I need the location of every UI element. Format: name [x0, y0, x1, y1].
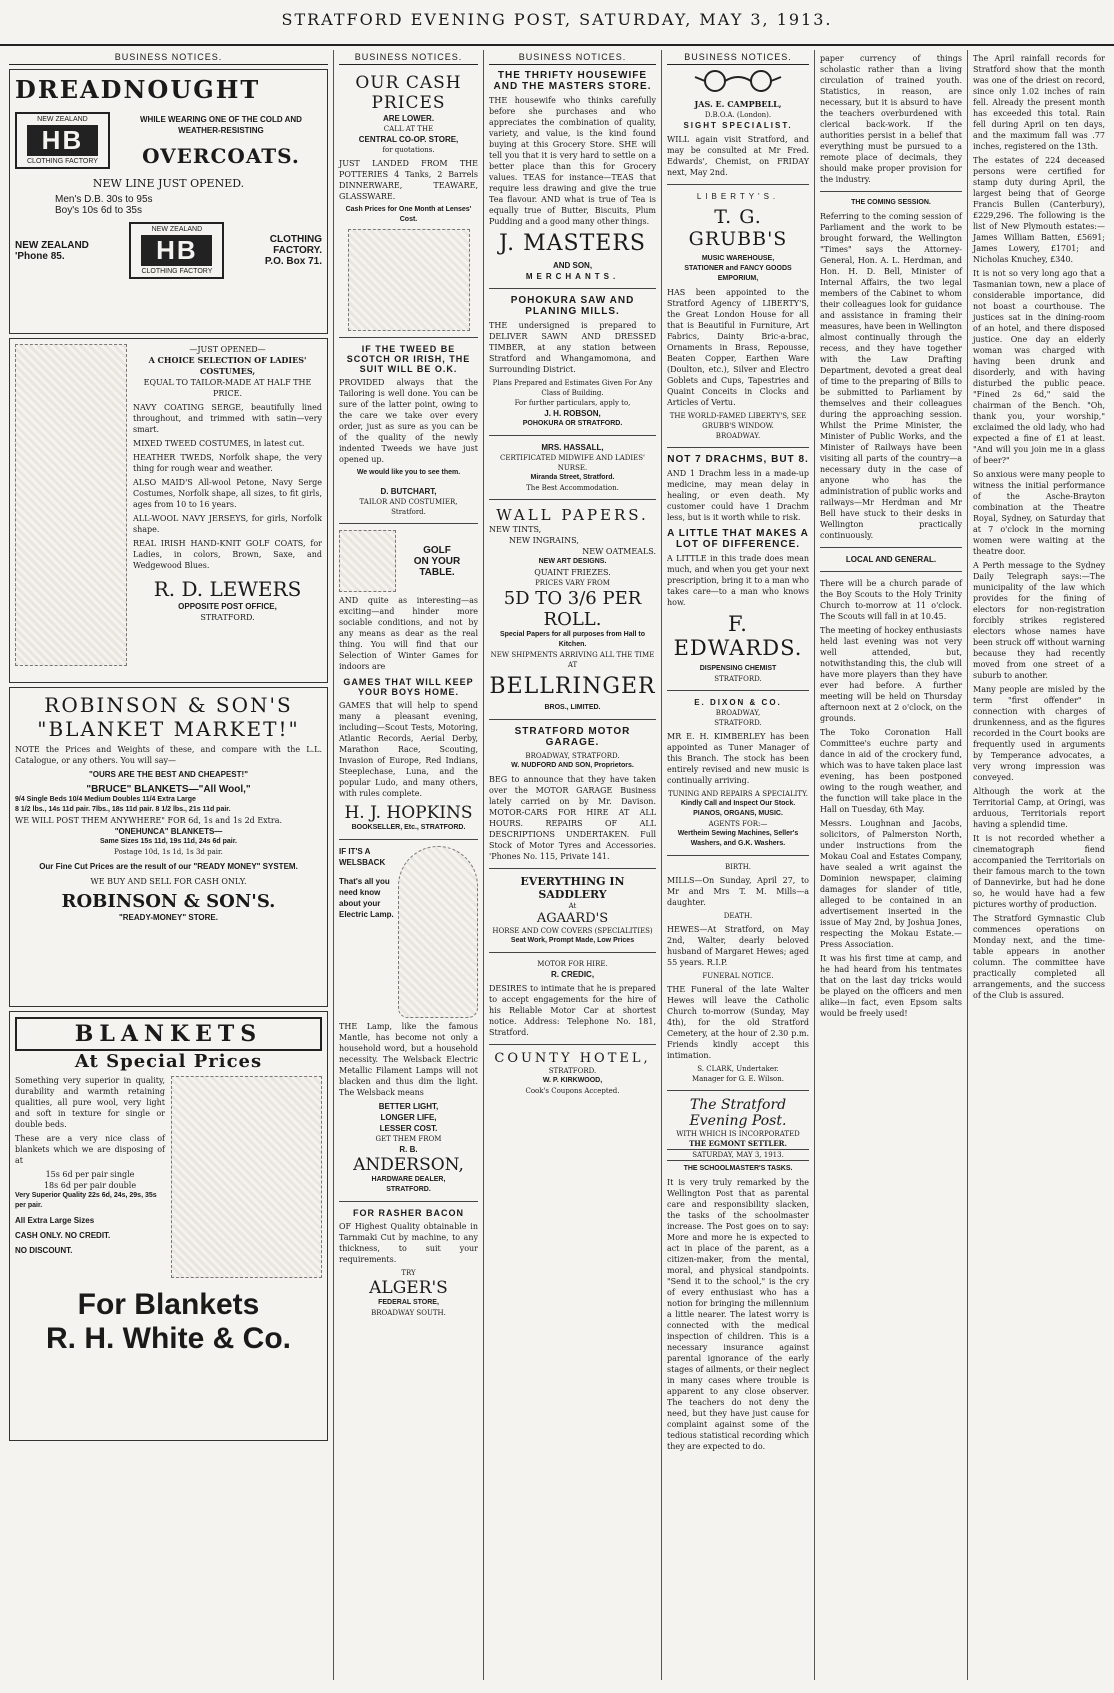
local-item: The Toko Coronation Hall Committee's euchre party and dance in aid of the crockery fund, which was to have taken place last evening, has been postponed owing to the rough weather, and the function will take place in the Hall on Tuesday, 6th May. [820, 728, 962, 814]
quaint-friezes: QUAINT FRIEZES. [534, 568, 611, 577]
kirkwood-name: W. P. KIRKWOOD, [542, 1077, 603, 1084]
boys-prices: Boy's 10s 6d to 35s [55, 205, 142, 216]
kindly-call: Kindly Call and Inspect Our Stock. PIANOS, ORGANS, MUSIC. [680, 800, 796, 817]
onehunga-blankets: "ONEHUNCA" BLANKETS— [114, 827, 223, 836]
wall-papers: WALL PAPERS. [496, 506, 649, 524]
local-item: There will be a church parade of the Boy Scouts to the Holy Trinity Church to-morrow at 11 o'clock. The Scouts will fall in at 10.45. [820, 579, 962, 621]
hopkins-name: H. J. HOPKINS [344, 803, 473, 823]
session-heading: THE COMING SESSION. [851, 199, 931, 206]
blankets-body2: These are a very nice class of blankets which we are disposing of at [15, 1134, 165, 1165]
butchart-name: D. BUTCHART, [380, 487, 437, 496]
logo-hb-text: HB [27, 125, 98, 156]
fine-cut: Our Fine Cut Prices are the result of our "READY MONEY" SYSTEM. [39, 862, 298, 871]
dixon-name: E. DIXON & CO. [694, 698, 782, 707]
funeral-heading: FUNERAL NOTICE. [702, 972, 774, 980]
phone-number: 'Phone 85. [15, 250, 65, 262]
call-at: CALL AT THE [383, 125, 434, 133]
clothing-word: CLOTHING [269, 234, 322, 245]
pohokura-body: THE undersigned is prepared to DELIVER SAWN AND DRESSED TIMBER, at any station between Stratford and Whangamomona, and Surrounding District. [489, 321, 656, 374]
birth-body: MILLS—On Sunday, April 27, to Mr and Mrs T. M. Mills—a daughter. [667, 876, 809, 907]
butchart-town: Stratford. [391, 508, 426, 516]
libertys: LIBERTY'S. [696, 192, 780, 201]
try-word: TRY [401, 1269, 416, 1277]
onehunga-sizes: Same Sizes 15s 11d, 19s 11d, 24s 6d pair. [100, 838, 237, 845]
credic-body: DESIRES to intimate that he is prepared to accept engagements for the hire of his Reliable Motor Car at shortest notice. Address: Telephone No. 181, Stratford. [489, 984, 656, 1037]
masters-name: J. MASTERS [499, 231, 646, 256]
butchart-trade: TAILOR AND COSTUMIER, [359, 498, 458, 506]
robinson-ad [9, 687, 328, 1007]
column-5 [815, 50, 968, 1680]
logo-hb-text: HB [141, 235, 212, 266]
column-3 [484, 50, 662, 1680]
post-anywhere: WE WILL POST THEM ANYWHERE" FOR 6d, 1s and 1s 2d Extra. [15, 816, 283, 825]
table-word: TABLE. [419, 566, 455, 578]
grubb-broadway: BROADWAY. [715, 432, 761, 440]
just-landed: JUST LANDED FROM THE POTTERIES 4 Tanks, 2 Barrels DINNERWARE, TEAWARE, GLASSWARE. [339, 159, 478, 201]
logo-top-text: NEW ZEALAND [37, 116, 88, 123]
news-item: So anxious were many people to witness the initial performance of the Asche-Brayton combination at the Theatre Royal, Sydney, on Saturday that at 7 o'clock in the morning women were waiting at the theatre door. [973, 470, 1105, 556]
games-body: GAMES that will help to spend many a pleasant evening, including—Scout Tests, Motoring, Atlantic Records, Aerial Derby, Marathon Race, Scouting, Invasion of Europe, Red Indians, Steeplechase, Luna, and the popular Ludo, and many others, with rules complete. [339, 701, 478, 798]
new-ingrains: NEW INGRAINS, [509, 536, 579, 545]
lewers-name: R. D. LEWERS [153, 577, 302, 601]
news-item: The estates of 224 deceased persons were certified for stamp duty during April, the largest being that of George Francis Bullen (Canterbury), £229,296. The following is the list of New Plymouth estates:—James William Batten, £5691; James Lowery, £1701; and Nicholas Knuchey, £340. [973, 156, 1105, 264]
bruce-prices: 8 1/2 lbs., 14s 11d pair. 7lbs., 18s 11d pair. 8 1/2 lbs., 21s 11d pair. [15, 806, 231, 813]
little-heading: A LITTLE THAT MAKES A LOT OF DIFFERENCE. [667, 528, 809, 550]
broadway-south: BROADWAY SOUTH. [371, 1309, 446, 1317]
midwife: CERTIFICATED MIDWIFE AND LADIES' NURSE. [500, 454, 645, 472]
factory-word: FACTORY. [273, 245, 322, 256]
pohokura-heading: POHOKURA SAW AND PLANING MILLS. [510, 295, 635, 317]
garage-body: BEG to announce that they have taken over the MOTOR GARAGE Business lately carried on by Mr. Davison. MOTOR-CARS FOR HIRE AT ALL HOURS. REPAIRS OF ALL DESCRIPTIONS UNDERTAKEN. Full Stock of Motor Tyres and Accessories. 'Phones No. 115, Private 141. [489, 775, 656, 861]
paper-continued: paper currency of things scholastic rather than a living circulation of trained youth. Statistics, in reason, are necessary, but it is absurd to have the teachers overburdened with clerical back-work. If the authorities persist in a belief that everything must be pursued to a remote place of decimals, they should make proper provision for the industry. [820, 54, 962, 184]
clark-manager: Manager for G. E. Wilson. [691, 1075, 785, 1083]
at-word-2: At [568, 902, 577, 910]
column-2 [334, 50, 484, 1680]
covers: HORSE AND COW COVERS (SPECIALITIES) [492, 927, 653, 935]
motor-hire: MOTOR FOR HIRE. [537, 960, 608, 968]
price-superior: Very Superior Quality 22s 6d, 24s, 29s, 35s per pair. [15, 1192, 157, 1209]
lewers-opposite: OPPOSITE POST OFFICE, [178, 602, 277, 611]
thrifty-heading: THE THRIFTY HOUSEWIFE AND THE MASTERS STORE. [493, 70, 652, 92]
quotations: for quotations. [382, 146, 435, 154]
dreadnought-ad [9, 69, 328, 334]
hb-logo-2 [129, 222, 224, 279]
robinson-claim: "OURS ARE THE BEST AND CHEAPEST!" [88, 770, 248, 779]
light-bulb-illustration [398, 846, 478, 1018]
cash-no-credit: CASH ONLY. NO CREDIT. [15, 1231, 111, 1240]
robinson-name: ROBINSON & SON'S. [61, 891, 276, 912]
bellringer-bros: BROS., LIMITED. [544, 704, 601, 711]
dreadnought-tagline: WHILE WEARING ONE OF THE COLD AND WEATHER-RESISTING [140, 114, 302, 135]
rb-initials: R. B. [399, 1145, 418, 1154]
robinson-note: NOTE the Prices and Weights of these, and compare with the L.L. Catalogue, or any others. You will say— [15, 745, 322, 765]
clark-undertaker: S. CLARK, Undertaker. [697, 1065, 779, 1073]
paper-title: The Stratford Evening Post. [689, 1097, 787, 1129]
bellringer-name: BELLRINGER [489, 674, 656, 699]
section-header: BUSINESS NOTICES. [667, 50, 809, 65]
lady-costume-illustration [15, 344, 127, 666]
cash-only: WE BUY AND SELL FOR CASH ONLY. [90, 877, 247, 886]
edwards-town: STRATFORD. [714, 675, 762, 683]
masthead: STRATFORD EVENING POST, SATURDAY, MAY 3, 1913. [0, 0, 1114, 46]
miranda-street: Miranda Street, Stratford. [530, 474, 615, 481]
games-heading: GAMES THAT WILL KEEP YOUR BOYS HOME. [343, 677, 474, 697]
tweed-body: PROVIDED always that the Tailoring is well done. You can be sure of the latter point, owing to the care we take over every order, just as sure as you can be of the quality of the newly indented Tweeds we have just opened up. [339, 378, 478, 464]
alger-name: ALGER'S [369, 1278, 448, 1298]
po-box: P.O. Box 71. [264, 256, 322, 267]
seat-work: Seat Work, Prompt Made, Low Prices [510, 937, 635, 944]
garage-proprietors: W. NUDFORD AND SON, Proprietors. [511, 762, 634, 769]
dreadnought-title: DREADNOUGHT [15, 75, 261, 104]
column-4 [662, 50, 815, 1680]
column-1 [4, 50, 334, 1680]
bruce-sizes: 9/4 Single Beds 10/4 Medium Doubles 11/4 Extra Large [15, 796, 196, 803]
logo-bottom-text: CLOTHING FACTORY [27, 158, 98, 165]
central-coop: CENTRAL CO-OP. STORE, [358, 135, 459, 144]
lewers-item: ALSO MAID'S All-wool Petone, Navy Serge Costumes, Norfolk shape, all sizes, to fit girls, ages from 10 to 16 years. [133, 478, 322, 509]
kimberley-body: MR E. H. KIMBERLEY has been appointed as Tuner Manager of this Branch. The stock has been entirely revised and new music is continually arriving. [667, 732, 809, 785]
sight-specialist: SIGHT SPECIALIST. [683, 121, 793, 130]
hopkins-trade: BOOKSELLER, Etc., STRATFORD. [351, 824, 466, 831]
thats-all: That's all you need know about your Electric Lamp. [339, 877, 394, 919]
funeral-body: THE Funeral of the late Walter Hewes will leave the Catholic Church to-morrow (Sunday, May 4th), for the old Stratford Cemetery, at the hour of 2.30 p.m. Friends kindly accept this intimation. [667, 985, 809, 1060]
lewers-town: STRATFORD. [200, 613, 255, 622]
stationer: STATIONER and FANCY GOODS EMPORIUM, [684, 265, 792, 282]
hb-logo [15, 112, 110, 169]
price-range: 5D TO 3/6 PER ROLL. [503, 588, 642, 630]
news-item: The April rainfall records for Stratford show that the month was one of the driest on record, since only 1.02 inches of rain fell. Already the present month has exceeded this total. Rain fell during April on ten days, and the maximum fall was .77 inches, registered on the 13th. [973, 54, 1105, 151]
logo-bottom-text: CLOTHING FACTORY [141, 268, 213, 275]
drachms-heading: NOT 7 DRACHMS, BUT 8. [667, 454, 809, 465]
get-them-from: GET THEM FROM [375, 1135, 442, 1143]
drachms-body: AND 1 Drachm less in a made-up medicine, may mean delay in healing, or even death. My customer could have 1 Drachm less, but is it worth while to risk. [667, 469, 809, 522]
lewers-line2: EQUAL TO TAILOR-MADE AT HALF THE PRICE. [143, 378, 312, 398]
lesser-cost: LESSER COST. [379, 1124, 438, 1133]
county-town: STRATFORD. [548, 1067, 597, 1075]
welsback-word: WELSBACK [339, 858, 386, 867]
lewers-item: HEATHER TWEDS, Norfolk shape, the very thing for rough wear and weather. [133, 453, 322, 473]
golf-word: GOLF [423, 544, 451, 556]
dixon-address: BROADWAY, [715, 709, 761, 717]
special-papers: Special Papers for all purposes from Hall to Kitchen. [499, 631, 646, 648]
credic-name: R. CREDIC, [550, 970, 595, 979]
apply-to: For further particulars, apply to, [514, 399, 631, 407]
tweed-heading: IF THE TWEED BE SCOTCH OR IRISH, THE SUIT WILL BE O.K. [346, 344, 471, 374]
at-word: AT [567, 661, 578, 669]
sight-body: WILL again visit Stratford, and may be consulted at Mr Fred. Edwards', Chemist, on FRIDAY next, May 2nd. [667, 135, 809, 177]
world-famed: THE WORLD-FAMED LIBERTY'S, SEE GRUBB'S WINDOW. [669, 412, 807, 430]
local-general-heading: LOCAL AND GENERAL. [845, 555, 937, 564]
local-item: It was his first time at camp, and he had heard from his tentmates that on the last day tricks would be played on the officers and men alike—in fact, even Epsom salts would be freely used! [820, 954, 962, 1018]
plans-prepared: Plans Prepared and Estimates Given For Any Class of Building. [492, 379, 653, 397]
just-opened: —JUST OPENED— [189, 345, 266, 354]
new-line-opened: NEW LINE JUST OPENED. [92, 177, 245, 190]
best-accommodation: The Best Accommodation. [526, 484, 619, 492]
tasks-body: It is very truly remarked by the Wellington Post that as parental care and responsibility slacken, the tasks of the schoolmaster increase. The Post goes on to say: More and more he is expected to act in place of the parent, as a citizen-maker, from the mental, moral, and physical standpoints. "Send it to the school," is the cry of every enthusiast who has a notion for bringing the millennium a little nearer. The latest worry is connected with the medical inspection of children. This is a necessary insurance against parental ignorance of the early stages of ailments, or their neglect in many cases where trouble is apparent to any close observer. The teachers do not deny the need, but they have just cause for complaint against some of the tedious statistical recording which they are expected to do. [667, 1178, 809, 1451]
tuning: TUNING AND REPAIRS A SPECIALITY. [667, 790, 809, 798]
prices-vary: PRICES VARY FROM [535, 579, 610, 587]
column-6 [968, 50, 1110, 1680]
cooks-coupons: Cook's Coupons Accepted. [525, 1087, 620, 1095]
section-header: BUSINESS NOTICES. [9, 50, 328, 65]
robinson-title: ROBINSON & SON'S [44, 693, 293, 717]
logo-top-text: NEW ZEALAND [151, 226, 203, 233]
longer-life: LONGER LIFE, [380, 1113, 437, 1122]
news-item: A Perth message to the Sydney Daily Telegraph says:—The municipality of the law which provides for the fining of electors for non-registration forcibly strikes registered electors whose names have been struck off without warning because they had recently moved from one street of a suburb to another. [973, 561, 1105, 680]
for-blankets: For Blankets [77, 1288, 260, 1321]
white-name: R. H. White & Co. [46, 1322, 291, 1355]
merchants: MERCHANTS. [525, 272, 620, 281]
spectacles-icon [667, 69, 809, 97]
better-light: BETTER LIGHT, [378, 1102, 439, 1111]
nz-address: NEW ZEALAND [15, 239, 89, 251]
saddlery-heading: EVERYTHING IN SADDLERY [520, 875, 625, 901]
lewers-ad [9, 338, 328, 683]
extra-large: All Extra Large Sizes [15, 1216, 95, 1225]
rasher-heading: FOR RASHER BACON [352, 1208, 464, 1218]
blanket-market: "BLANKET MARKET!" [37, 717, 300, 741]
and-son: AND SON, [552, 261, 593, 270]
if-its-a: IF IT'S A [339, 847, 371, 856]
bruce-blankets: "BRUCE" BLANKETS—"All Wool," [86, 784, 251, 795]
pohokura-location: POHOKURA OR STRATFORD. [522, 420, 623, 427]
anderson-name: ANDERSON, [353, 1155, 464, 1175]
lewers-item: ALL-WOOL NAVY JERSEYS, for girls, Norfolk shape. [133, 514, 322, 534]
golf-body: AND quite as interesting—as exciting—and hinder more sociable conditions, and not by any means as dear as the real thing. You will find that our Selection of Winter Games for indoors are [339, 596, 478, 671]
news-item: Many people are misled by the term "first offender" in connection with charges of drunkenness, and as the figures recorded in the Court books are frequently used in arguments by Temperance advocates, a very wrong impression was conveyed. [973, 685, 1105, 782]
incorporated: WITH WHICH IS INCORPORATED [676, 1130, 800, 1138]
no-discount: NO DISCOUNT. [15, 1246, 73, 1255]
news-item: The Stratford Gymnastic Club commences operations on Monday next, and the time-table appears in another column. The committee have practically completed all arrangements, and the success of the Club is assured. [973, 914, 1105, 1000]
new-tints: NEW TINTS, [489, 525, 542, 534]
ready-money-store: "READY-MONEY" STORE. [118, 913, 218, 922]
local-item: The meeting of hockey enthusiasts held last evening was not very well attended, but, notwithstanding this, the club will have more players than they have ever had before. A further meeting will be held on Thursday afternoon next at 2 o'clock, on the grounds. [820, 626, 962, 723]
session-body: Referring to the coming session of Parliament and the work to be brought forward, the Wellington "Times" says the Attorney-General, Hon. A. L. Herdman, and Hon. H. D. Bell, Minister of Internal Affairs, the two legal members of the Cabinet to whom their colleagues look for guidance and assistance in framing their measures, have been in Wellington almost continually through the recess, and they have together with the Law Drafting Department, devoted a great deal of time to the preparing of Bills to be submitted to Parliament by themselves and their colleagues during the approaching session. Whilst the Prime Minister, the Minister of Public Works, and the Minister of Railways have been visiting all parts of the country—a necessary duty in the case of anyone who has the administration of public works and railways—Mr Herdman and Mr Bell have stuck to their desks in Wellington practically continuously. [820, 212, 962, 540]
dreadnought-product: OVERCOATS. [142, 143, 300, 168]
little-body: A LITTLE in this trade does mean much, and when you get your next prescription, bring it to a man who takes care—to a man who knows how. [667, 554, 809, 607]
wertheim: Wertheim Sewing Machines, Seller's Washers, and G.K. Washers. [677, 830, 799, 847]
lewers-item: REAL IRISH HAND-KNIT GOLF COATS, for Ladies, in colors, Brown, Saxe, and Wedgewood Blues. [133, 539, 322, 570]
news-item: Although the work at the Territorial Camp, at Oringi, was arduous, Territorials report having a splendid time. [973, 787, 1105, 829]
grubb-name: T. G. GRUBB'S [688, 206, 788, 250]
campbell-name: JAS. E. CAMPBELL, [694, 99, 782, 109]
agents-for: AGENTS FOR:— [708, 820, 768, 828]
lamp-body: THE Lamp, like the famous Mantle, has become not only a household word, but a household necessity. The Welsback Electric Metallic Filament Lamps will not blacken and thus dim the light. The Welsback means [339, 1022, 478, 1097]
paper-date: SATURDAY, MAY 3, 1913. [667, 1149, 809, 1161]
grubb-body: HAS been appointed to the Stratford Agency of LIBERTY'S, the Great London House for all that is Beautiful in Furniture, Art Fabrics, Dainty Bric-a-brac, Ornaments in Brass, Repousse, Beaten Copper, Earthen Ware (Doulton, etc.), Silver and Electro Goblets and Cups, Tapestries and Quaint Conceits in Clocks and Articles of Vertu. [667, 288, 809, 407]
are-lower: ARE LOWER. [382, 114, 435, 123]
new-shipments: NEW SHIPMENTS ARRIVING ALL THE TIME [490, 651, 655, 659]
lewers-line1: A CHOICE SELECTION OF LADIES' COSTUMES, [148, 355, 307, 376]
lewers-item: MIXED TWEED COSTUMES, in latest cut. [133, 439, 305, 448]
death-heading: DEATH. [723, 912, 753, 920]
art-designs: NEW ART DESIGNS. [538, 558, 607, 565]
blankets-title: BLANKETS [15, 1017, 322, 1051]
price-double: 18s 6d per pair double [43, 1181, 137, 1190]
new-oatmeals: NEW OATMEALS. [582, 547, 656, 556]
blankets-body: Something very superior in quality, durability and warmth retaining qualities, all pure wool, very light and soft in texture for single or double beds. [15, 1076, 165, 1129]
white-blankets-ad [9, 1011, 328, 1441]
lenses-cost: Cash Prices for One Month at Lenses' Cost. [345, 206, 472, 223]
dixon-town: STRATFORD. [714, 719, 762, 727]
mens-prices: Men's D.B. 30s to 95s [55, 194, 153, 205]
pram-illustration [348, 229, 470, 331]
thrifty-body: THE housewife who thinks carefully before she purchases and who appreciates the combination of quality, variety, and value, is the kind found buying at this Grocery Store. SHE will tell you that it is very hard to settle on a better place than this for Grocery values. TEAS for instance—TEAS that require less drawing and give the true Tea flavour. AND what is true of Tea is equally true of Butter, Biscuits, Plum Pudding and a good many other things. [489, 96, 656, 226]
death-body: HEWES—At Stratford, on May 2nd, Walter, dearly beloved husband of Margaret Hewes; aged 55 years. R.I.P. [667, 925, 809, 967]
tweed-call: We would like you to see them. [356, 469, 461, 476]
garage-address: BROADWAY, STRATFORD. [525, 752, 620, 760]
music-warehouse: MUSIC WAREHOUSE, [701, 255, 775, 262]
dispensing-chemist: DISPENSING CHEMIST [699, 665, 777, 672]
local-item: Messrs. Loughnan and Jacobs, solicitors, of Palmerston North, under instructions from the Mokau Coal and Estates Company, have sealed a writ against the Dominion newspaper, claiming damages for slander of title, alleged to be contained in an advertisement inserted in the issue of May 2nd, by Joshua Jones, respecting the Mokau Estate.—Press Association. [820, 819, 962, 949]
hassall-name: MRS. HASSALL, [541, 443, 604, 452]
birth-heading: BIRTH. [724, 863, 752, 871]
campbell-quals: D.B.O.A. (London). [704, 111, 772, 119]
price-single: 15s 6d per pair single [45, 1170, 135, 1179]
rasher-body: OF Highest Quality obtainable in Tarnmaki Cut by machine, to any thickness, to suit your requirements. [339, 1222, 478, 1264]
county-hotel: COUNTY HOTEL, [494, 1051, 651, 1066]
news-item: It is not recorded whether a cinematograph fiend accompanied the Territorials on their famous march to the town of Dannevirke, but had he done so, he would have had a few pictures worthy of production. [973, 834, 1105, 909]
federal-store: FEDERAL STORE, [378, 1299, 439, 1306]
hardware-dealer: HARDWARE DEALER, [371, 1176, 446, 1183]
onehunga-postage: Postage 10d, 1s 1d, 1s 3d pair. [114, 848, 223, 856]
robson-name: J. H. ROBSON, [544, 409, 601, 418]
garage-heading: STRATFORD MOTOR GARAGE. [514, 726, 631, 748]
blanket-woman-illustration [171, 1076, 322, 1278]
cash-prices-title: OUR CASH PRICES [355, 73, 462, 113]
section-header: BUSINESS NOTICES. [489, 50, 656, 65]
section-header: BUSINESS NOTICES. [339, 50, 478, 65]
tasks-heading: THE SCHOOLMASTER'S TASKS. [683, 1165, 793, 1172]
anderson-town: STRATFORD. [386, 1186, 431, 1193]
on-your-word: ON YOUR [413, 555, 461, 567]
special-prices: At Special Prices [74, 1051, 263, 1072]
edwards-name: F. EDWARDS. [673, 612, 803, 660]
agaard-name: AGAARD'S [536, 911, 609, 926]
golfer-illustration [339, 530, 396, 592]
lewers-item: NAVY COATING SERGE, beautifully lined throughout, and trimmed with satin—very smart. [133, 403, 322, 434]
egmont-settler: THE EGMONT SETTLER. [689, 1139, 787, 1148]
news-item: It is not so very long ago that a Tasmanian town, new a place of considerable importance, did not boast a courthouse. The justices sat in the dining-room of an hotel, and there disposed justice. One day an elderly woman was charged with having been drunk and disorderly, and with having disturbed the public peace. "Fined 2s 6d," said the chairman of the Bench. "Oh, thank you, your worship," exclaimed the old lady, who had expected a fine of £1 at least. "And will you join me in a glass of beer?" [973, 269, 1105, 465]
